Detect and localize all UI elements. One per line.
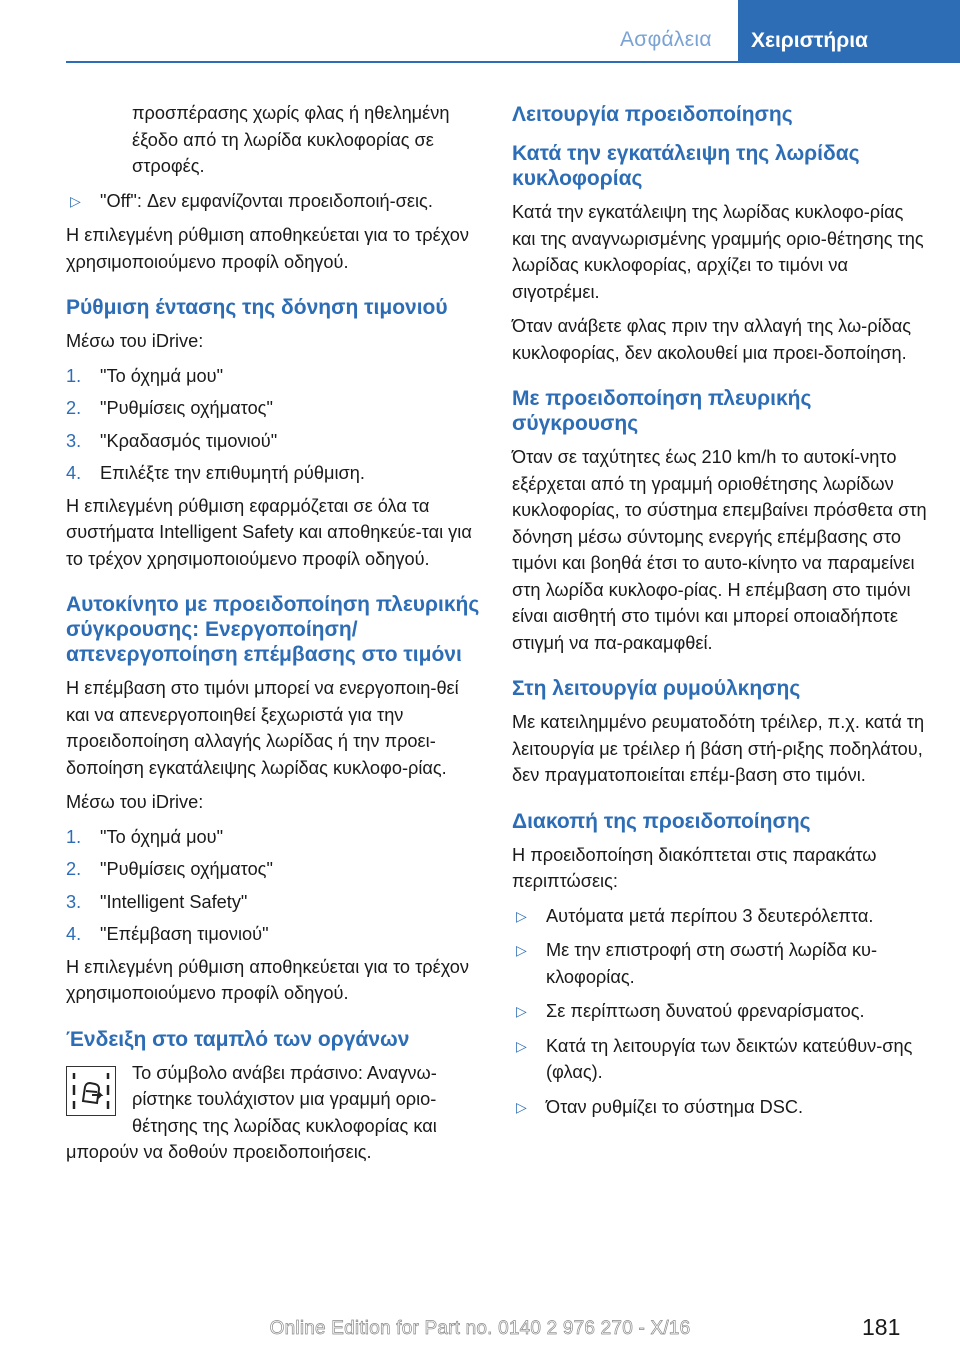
paragraph: Η επέμβαση στο τιμόνι μπορεί να ενεργοποιη-θεί και να απενεργοποιηθεί ξεχωριστά για την προειδοποίηση αλλαγής λωρίδας ή την προει-δοποίηση εγκατάλειψης λωρίδας κυκλοφο-ρίας. — [66, 678, 459, 778]
paragraph: Μέσω του iDrive: — [66, 331, 204, 351]
list-item: 4. Επιλέξτε την επιθυμητή ρύθμιση. — [66, 463, 365, 483]
tab-controls[interactable]: Χειριστήρια — [738, 0, 960, 62]
tab-safety[interactable]: Ασφάλεια — [620, 28, 712, 51]
triangle-bullet-icon: ▷ — [516, 1037, 527, 1054]
triangle-bullet-icon: ▷ — [516, 1003, 527, 1019]
list-item: ▷ Με την επιστροφή στη σωστή λωρίδα κυ-κλοφορίας. — [512, 937, 930, 990]
subsection-heading: Στη λειτουργία ρυμούλκησης — [512, 677, 801, 700]
subsection-heading: Διακοπή της προειδοποίησης — [512, 809, 811, 833]
left-column — [66, 100, 480, 1166]
paragraph: Η επιλεγμένη ρύθμιση εφαρμόζεται σε όλα τα συστήματα Intelligent Safety και αποθηκεύε-ται για το τρέχον χρησιμοποιούμενο προφίλ οδηγού. — [66, 495, 472, 569]
triangle-bullet-icon: ▷ — [516, 942, 527, 958]
steps-list — [66, 363, 480, 487]
list-item: 2. "Ρυθμίσεις οχήματος" — [66, 859, 273, 879]
intro-continuation: προσπέρασης χωρίς φλας ή ηθελημένη έξοδο από τη λωρίδα κυκλοφορίας σε στροφές. — [132, 103, 450, 176]
section-heading: Ρύθμιση έντασης της δόνηση τιμονιού — [66, 296, 448, 319]
subsection-heading: Με προειδοποίηση πλευρικής σύγκρουσης — [512, 387, 812, 435]
list-item: ▷ Όταν ρυθμίζει το σύστημα DSC. — [512, 1094, 930, 1121]
list-item: ▷ Σε περίπτωση δυνατού φρεναρίσματος. — [512, 998, 930, 1025]
triangle-bullet-icon: ▷ — [70, 192, 81, 209]
paragraph: Μέσω του iDrive: — [66, 792, 204, 812]
edition-footer: Online Edition for Part no. 0140 2 976 270 - X/16 — [269, 1318, 691, 1339]
paragraph: Η επιλεγμένη ρύθμιση αποθηκεύεται για το τρέχον χρησιμοποιούμενο προφίλ οδηγού. — [66, 956, 469, 1003]
paragraph: Όταν ανάβετε φλας πριν την αλλαγή της λω-ρίδας κυκλοφορίας, δεν ακολουθεί μια προει-δοποίηση. — [512, 316, 912, 363]
list-item: 1. "Το όχημά μου" — [66, 365, 224, 386]
list-item: 3. "Κραδασμός τιμονιού" — [66, 430, 278, 451]
list-item: ▷ "Off": Δεν εμφανίζονται προειδοποιή-σεις. — [66, 188, 480, 215]
section-heading: Αυτοκίνητο με προειδοποίηση πλευρικής σύγκρουσης: Ενεργοποίηση/απενεργοποίηση επέμβασης στο τιμόνι — [66, 593, 480, 666]
list-item: 2. "Ρυθμίσεις οχήματος" — [66, 398, 273, 418]
paragraph: Κατά την εγκατάλειψη της λωρίδας κυκλοφο-ρίας και της αναγνωρισμένης γραμμής οριο-θέτησης της λωρίδας κυκλοφορίας, αρχίζει το τιμόνι να σιγοτρέμει. — [512, 202, 924, 302]
indicator-block — [66, 1060, 480, 1166]
steps-list — [66, 824, 480, 948]
paragraph: Η προειδοποίηση διακόπτεται στις παρακάτω περιπτώσεις: — [512, 844, 877, 891]
triangle-bullet-icon: ▷ — [516, 907, 527, 924]
lane-departure-icon — [66, 1066, 116, 1116]
bullet-list — [512, 903, 930, 1121]
triangle-bullet-icon: ▷ — [516, 1098, 527, 1115]
subsection-heading: Κατά την εγκατάλειψη της λωρίδας κυκλοφορίας — [512, 142, 860, 190]
list-item: ▷ Αυτόματα μετά περίπου 3 δευτερόλεπτα. — [512, 903, 930, 930]
paragraph: μπορούν να δοθούν προειδοποιήσεις. — [66, 1142, 372, 1162]
paragraph: Με κατειλημμένο ρευματοδότη τρέιλερ, π.χ. κατά τη λειτουργία με τρέιλερ ή βάση στή-ριξης ποδηλάτου, δεν πραγματοποιείται επέμ-βαση στο τιμόνι. — [512, 712, 925, 785]
header-rule — [66, 61, 960, 63]
paragraph: Η επιλεγμένη ρύθμιση αποθηκεύεται για το τρέχον χρησιμοποιούμενο προφίλ οδηγού. — [66, 225, 469, 272]
section-heading: Λειτουργία προειδοποίησης — [512, 103, 793, 126]
list-item: 1. "Το όχημά μου" — [66, 826, 224, 847]
page-number: 181 — [862, 1314, 901, 1340]
list-item: ▷ Κατά τη λειτουργία των δεικτών κατεύθυν-σης (φλας). — [512, 1033, 930, 1086]
section-heading: Ένδειξη στο ταμπλό των οργάνων — [66, 1027, 410, 1051]
paragraph: Όταν σε ταχύτητες έως 210 km/h το αυτοκί-νητο εξέρχεται από τη γραμμή οριοθέτησης λωρίδων κυκλοφορίας, το σύστημα επεμβαίνει πρόσθετα στη δόνηση μέσω σύντομης ενεργής επέμβασης στο τιμόνι και βοηθά έτσι το αυτο-κίνητο να παραμείνει στη λωρίδα κυκλοφο-ρίας. Η επέμβαση στο τιμόνι είναι αισθητή στο τιμόνι και μπορεί οποιαδήποτε στιγμή να πα-ρακαμφθεί. — [512, 447, 927, 653]
right-column — [512, 100, 930, 1128]
list-item: 4. "Επέμβαση τιμονιού" — [66, 924, 269, 944]
paragraph: Το σύμβολο ανάβει πράσινο: Αναγνω-ρίστηκε τουλάχιστον μια γραμμή οριο-θέτησης της λωρίδας κυκλοφορίας και — [132, 1062, 437, 1136]
list-item: 3. "Intelligent Safety" — [66, 891, 248, 912]
